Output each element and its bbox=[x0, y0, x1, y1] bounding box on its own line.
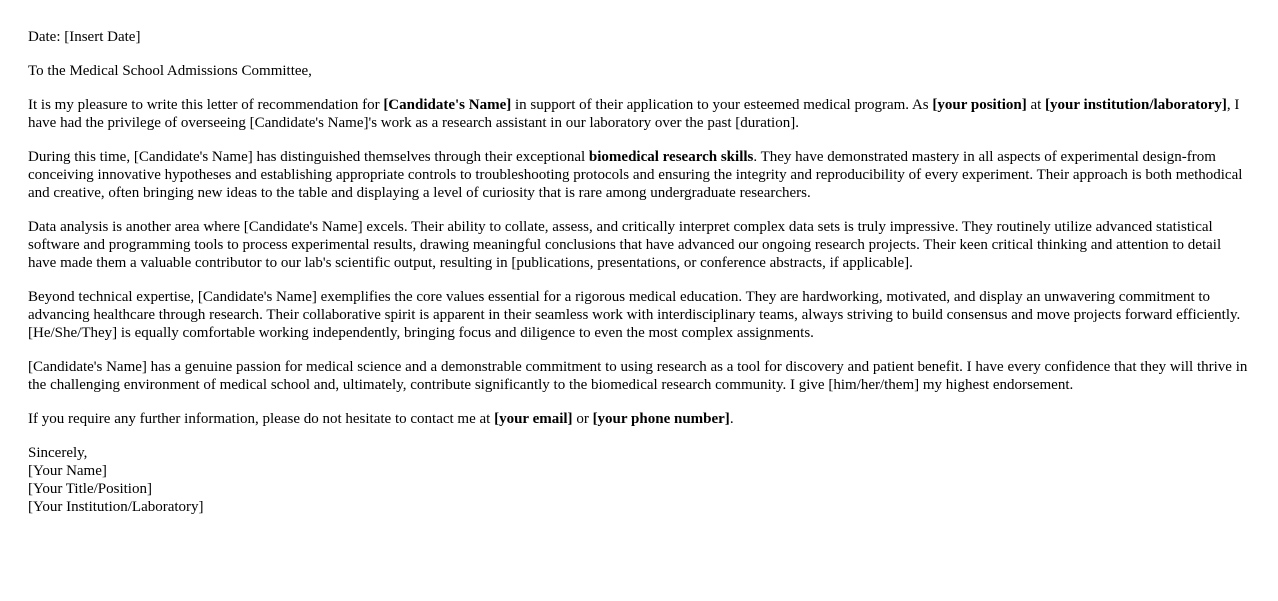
signer-name: [Your Name] bbox=[28, 463, 107, 479]
recommendation-letter bbox=[28, 28, 1253, 516]
signer-title: [Your Title/Position] bbox=[28, 481, 152, 497]
intro-text-1: It is my pleasure to write this letter of recommendation for bbox=[28, 97, 384, 113]
intro-text-2: in support of their application to your esteemed medical program. As bbox=[511, 97, 933, 113]
salutation: To the Medical School Admissions Committee, bbox=[28, 63, 312, 79]
skills-text-1: During this time, [Candidate's Name] has distinguished themselves through their exceptional bbox=[28, 149, 589, 165]
paragraph-research-skills bbox=[28, 148, 1253, 202]
contact-text-3: . bbox=[729, 411, 734, 427]
paragraph-endorsement: [Candidate's Name] has a genuine passion for medical science and a demonstrable commitment to using research as a tool for discovery and patient benefit. I have every confidence that they will thrive in the challenging environment of medical school and, ultimately, contribute significantly to the biomedical research community. I give [him/her/them] my highest endorsement. bbox=[28, 359, 1248, 393]
skills-text-2: . They have demonstrated mastery in all aspects of experimental design-from conceiving innovative hypotheses and establishing appropriate controls to troubleshooting protocols and ensuring the integrity and reproducibility of every experiment. Their approach is both methodical and creative, often bringing new ideas to the table and displaying a level of curiosity that is rare among undergraduate researchers. bbox=[28, 149, 1243, 201]
signature-block bbox=[28, 444, 1253, 516]
signer-institution: [Your Institution/Laboratory] bbox=[28, 499, 204, 515]
paragraph-data-analysis: Data analysis is another area where [Candidate's Name] excels. Their ability to collate, assess, and critically interpret complex data sets is truly impressive. They routinely utilize advanced statistical software and programming tools to process experimental results, drawing meaningful conclusions that have advanced our ongoing research projects. Their keen critical thinking and attention to detail have made them a valuable contributor to our lab's scientific output, resulting in [publications, presentations, or conference abstracts, if applicable]. bbox=[28, 219, 1222, 271]
your-position-bold: [your position] bbox=[932, 97, 1027, 113]
intro-text-3: at bbox=[1026, 97, 1046, 113]
your-phone-bold: [your phone number] bbox=[592, 411, 730, 427]
candidate-name-bold: [Candidate's Name] bbox=[383, 97, 512, 113]
date-line: Date: [Insert Date] bbox=[28, 29, 141, 45]
contact-text-2: or bbox=[572, 411, 593, 427]
intro-text-4: , I have had the privilege of overseeing [Candidate's Name]'s work as a research assistant in our laboratory over the past [duration]. bbox=[28, 97, 1240, 131]
closing: Sincerely, bbox=[28, 445, 88, 461]
your-institution-bold: [your institution/laboratory] bbox=[1045, 97, 1227, 113]
paragraph-contact bbox=[28, 410, 1253, 428]
paragraph-introduction bbox=[28, 96, 1253, 132]
your-email-bold: [your email] bbox=[494, 411, 573, 427]
contact-text-1: If you require any further information, please do not hesitate to contact me at bbox=[28, 411, 495, 427]
research-skills-bold: biomedical research skills bbox=[588, 149, 754, 165]
paragraph-core-values: Beyond technical expertise, [Candidate's Name] exemplifies the core values essential for a rigorous medical education. They are hardworking, motivated, and display an unwavering commitment to advancing healthcare through research. Their collaborative spirit is apparent in their seamless work with interdisciplinary teams, always striving to build consensus and move projects forward efficiently. [He/She/They] is equally comfortable working independently, bringing focus and diligence to even the most complex assignments. bbox=[28, 289, 1241, 341]
